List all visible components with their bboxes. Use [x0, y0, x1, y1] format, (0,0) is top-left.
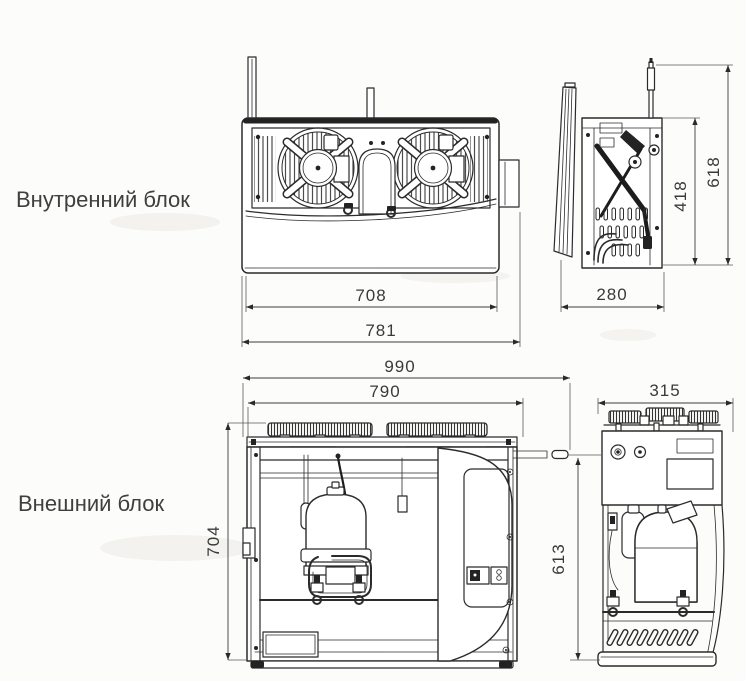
- base-rail: [251, 661, 513, 668]
- outdoor-front-view: [243, 423, 568, 668]
- indoor-pipe-right: [367, 88, 374, 119]
- dim-label-613: 613: [549, 543, 568, 575]
- indoor-side-view: [554, 58, 662, 268]
- fan-left: [278, 128, 358, 208]
- bottom-left-panel: [263, 632, 318, 657]
- pipe-stub: [513, 451, 568, 459]
- keyhole-bracket: [359, 149, 395, 214]
- outdoor-unit-label: Внешний блок: [18, 491, 165, 516]
- dim-indoor-side-total-height: [656, 65, 733, 265]
- vent-slots: [606, 629, 698, 646]
- control-box: [467, 567, 507, 584]
- indoor-side-grille: [554, 83, 576, 257]
- indoor-unit-label: Внутренний блок: [16, 187, 190, 212]
- indoor-front-view: [242, 57, 519, 273]
- dim-label-280: 280: [596, 285, 628, 304]
- side-base: [598, 652, 716, 666]
- outdoor-side-grille: [604, 408, 720, 431]
- dim-label-704: 704: [204, 525, 223, 557]
- dim-label-315: 315: [649, 381, 681, 400]
- dim-indoor-side-body-height: [663, 118, 733, 265]
- outdoor-side-view: [568, 408, 724, 666]
- dim-label-418: 418: [671, 180, 690, 212]
- slat-patch-left: [254, 136, 276, 202]
- fan-right: [393, 128, 473, 208]
- antenna-pipe: [648, 58, 655, 118]
- dim-label-708: 708: [355, 286, 387, 305]
- indoor-pipe-left: [248, 57, 256, 119]
- side-plug-cable: [608, 513, 618, 590]
- dim-outdoor-side-height: [549, 458, 600, 660]
- compressor-side: [635, 501, 697, 602]
- side-duct: [499, 160, 519, 207]
- dim-label-790: 790: [369, 382, 401, 401]
- dim-label-781: 781: [365, 321, 397, 340]
- dim-label-990: 990: [384, 357, 416, 376]
- dim-label-618: 618: [704, 156, 723, 188]
- junction-box: [326, 567, 355, 584]
